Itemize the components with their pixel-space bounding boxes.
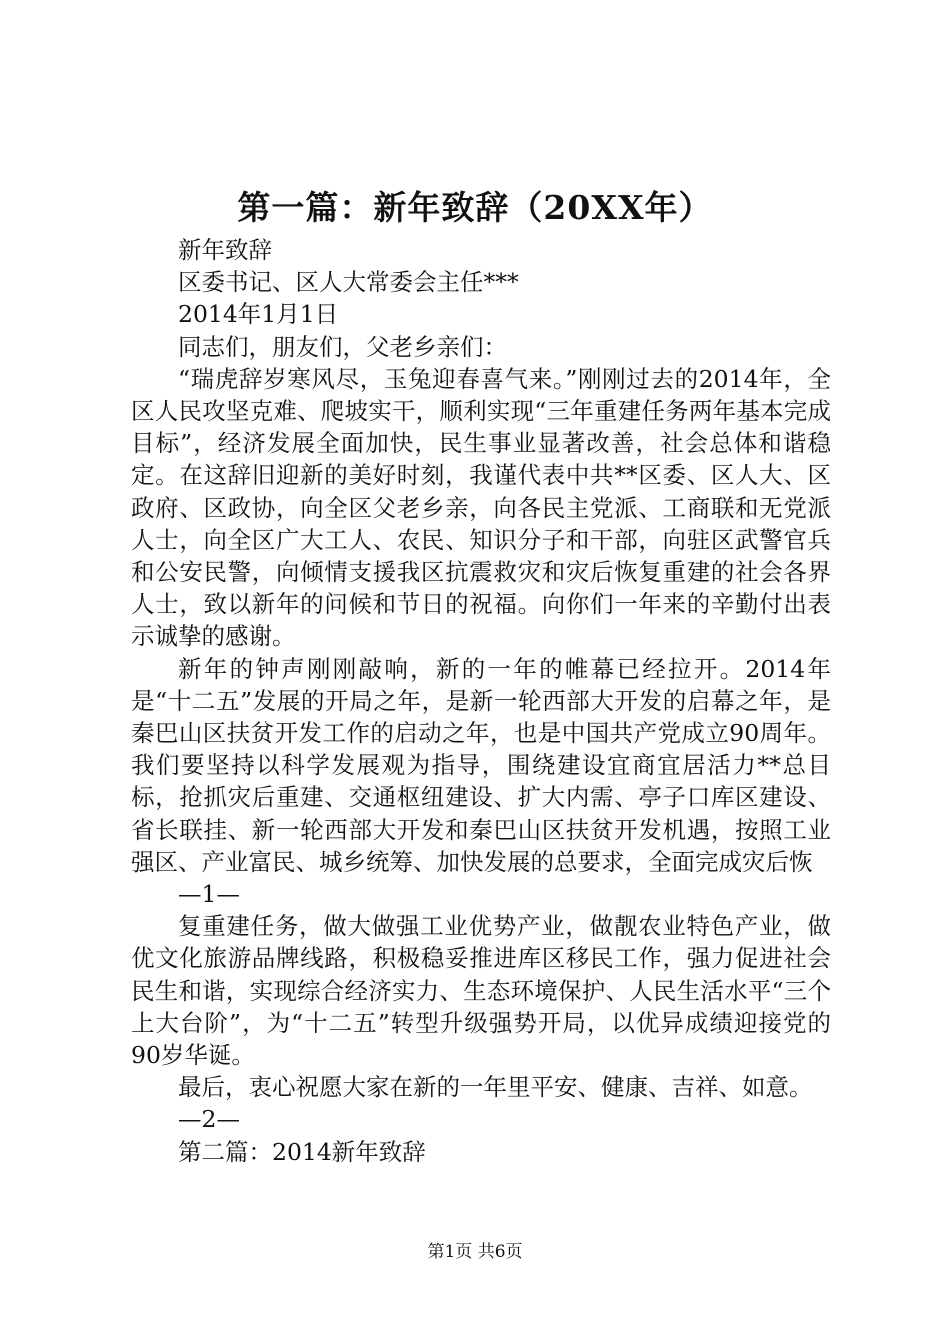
document-title: 第一篇：新年致辞（20XX年） — [237, 188, 713, 227]
paragraph: 最后，衷心祝愿大家在新的一年里平安、健康、吉祥、如意。 — [178, 1073, 813, 1102]
paragraph: “瑞虎辞岁寒风尽，玉兔迎春喜气来。”刚刚过去的2014年，全区人民攻坚克难、爬坡实干，顺利实现“三年重建任务两年基本完成目标”，经济发展全面加快，民生事业显著改善，社会总体和谐稳定。在这辞旧迎新的美好时刻，我谨代表中共**区委、区人大、区政府、区政协，向全区父老乡亲，向各民主党派、工商联和无党派人士，向全区广大工人、农民、知识分子和干部，向驻区武警官兵和公安民警，向倾情支援我区抗震救灾和灾后恢复重建的社会各界人士，致以新年的问候和节日的祝福。向你们一年来的辛勤付出表示诚挚的感谢。 — [131, 364, 831, 651]
paragraph: 复重建任务，做大做强工业优势产业，做靓农业特色产业，做优文化旅游品牌线路，积极稳妥推进库区移民工作，强力促进社会民生和谐，实现综合经济实力、生态环境保护、人民生活水平“三个上大台阶”，为“十二五”转型升级强势开局，以优异成绩迎接党的90岁华诞。 — [131, 912, 831, 1070]
date-line: 2014年1月1日 — [178, 300, 339, 329]
next-section-heading: 第二篇：2014新年致辞 — [178, 1137, 426, 1166]
heading-line: 新年致辞 — [178, 236, 272, 264]
salutation-line: 同志们，朋友们，父老乡亲们： — [178, 332, 507, 361]
page-marker: —2— — [178, 1105, 240, 1134]
document-body — [131, 234, 831, 1168]
page-marker: —1— — [178, 880, 240, 909]
paragraph: 新年的钟声刚刚敲响，新的一年的帷幕已经拉开。2014年是“十二五”发展的开局之年，是新一轮西部大开发的启幕之年，是秦巴山区扶贫开发工作的启动之年，也是中国共产党成立90周年。我们要坚持以科学发展观为指导，围绕建设宜商宜居活力**总目标，抢抓灾后重建、交通枢纽建设、扩大内需、亭子口库区建设、省长联挂、新一轮西部大开发和秦巴山区扶贫开发机遇，按照工业强区、产业富民、城乡统筹、加快发展的总要求，全面完成灾后恢 — [131, 654, 831, 876]
author-line: 区委书记、区人大常委会主任*** — [178, 268, 519, 297]
page-footer: 第1页 共6页 — [427, 1242, 523, 1262]
